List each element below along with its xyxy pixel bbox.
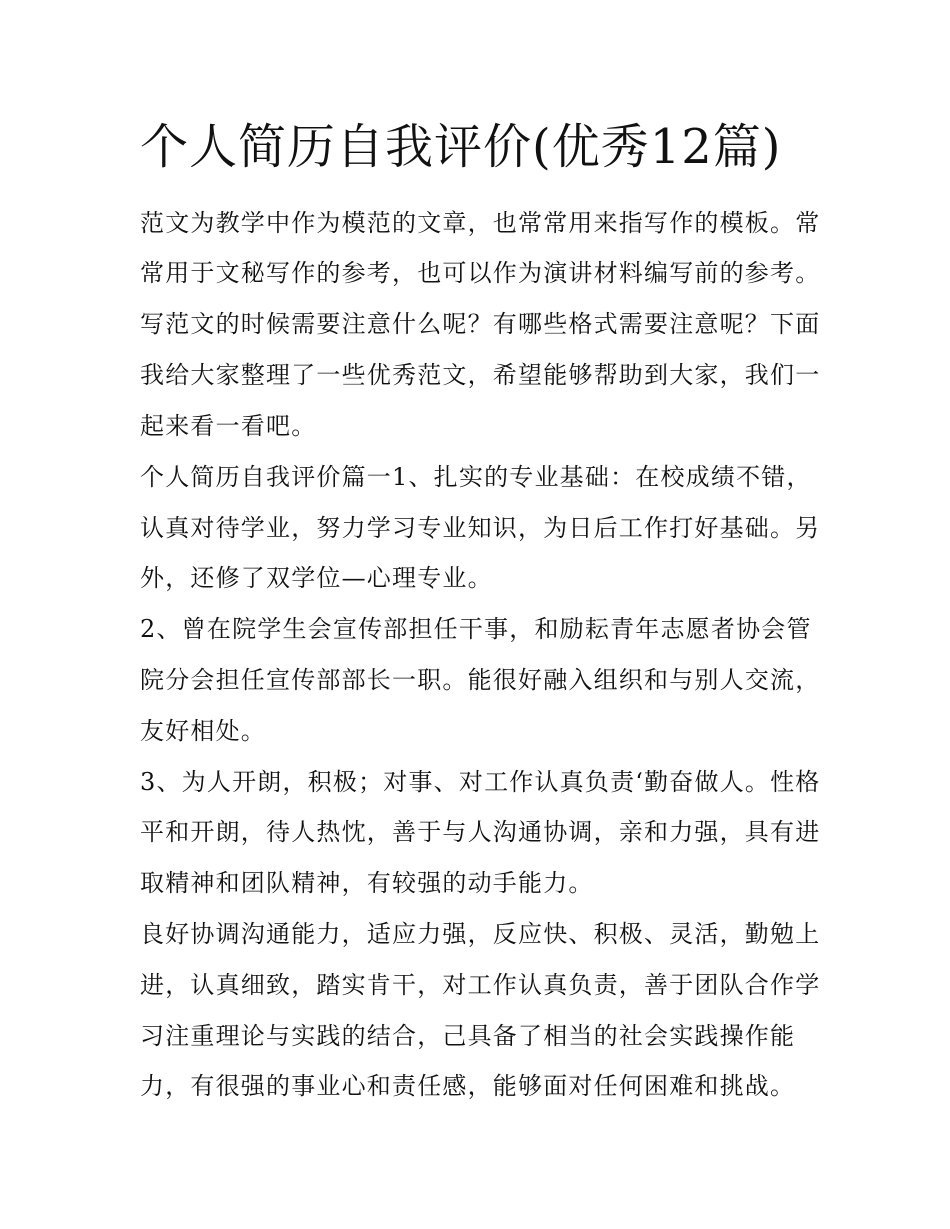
text-line: 进，认真细致，踏实肯干，对工作认真负责，善于团队合作学 <box>140 971 821 999</box>
text-line: 平和开朗，待人热忱，善于与人沟通协调，亲和力强，具有进 <box>140 818 821 846</box>
text-line: 外，还修了双学位—心理专业。 <box>140 564 493 592</box>
text-line: 力，有很强的事业心和责任感，能够面对任何困难和挑战。 <box>140 1072 796 1100</box>
text-line: 范文为教学中作为模范的文章，也常常用来指写作的模板。常 <box>140 209 821 237</box>
text-line: 2、曾在院学生会宣传部担任干事，和励耘青年志愿者协会管 <box>140 615 812 643</box>
text-line: 写范文的时候需要注意什么呢？有哪些格式需要注意呢？下面 <box>140 310 821 338</box>
text-line: 认真对待学业，努力学习专业知识，为日后工作打好基础。另 <box>140 514 821 542</box>
text-line: 我给大家整理了一些优秀范文，希望能够帮助到大家，我们一 <box>140 361 821 389</box>
text-line: 个人简历自我评价篇一1、扎实的专业基础：在校成绩不错， <box>140 463 812 491</box>
text-line: 3、为人开朗，积极；对事、对工作认真负责‘勤奋做人。性格 <box>140 768 821 796</box>
text-line: 院分会担任宣传部部长一职。能很好融入组织和与别人交流， <box>140 666 821 694</box>
text-line: 常用于文秘写作的参考，也可以作为演讲材料编写前的参考。 <box>140 259 821 287</box>
text-line: 取精神和团队精神，有较强的动手能力。 <box>140 869 594 897</box>
text-line: 习注重理论与实践的结合，己具备了相当的社会实践操作能 <box>140 1022 796 1050</box>
text-line: 良好协调沟通能力，适应力强，反应快、积极、灵活，勤勉上 <box>140 920 821 948</box>
text-line: 起来看一看吧。 <box>140 412 317 440</box>
text-line: 友好相处。 <box>140 717 266 745</box>
document-title: 个人简历自我评价(优秀12篇) <box>140 119 782 175</box>
